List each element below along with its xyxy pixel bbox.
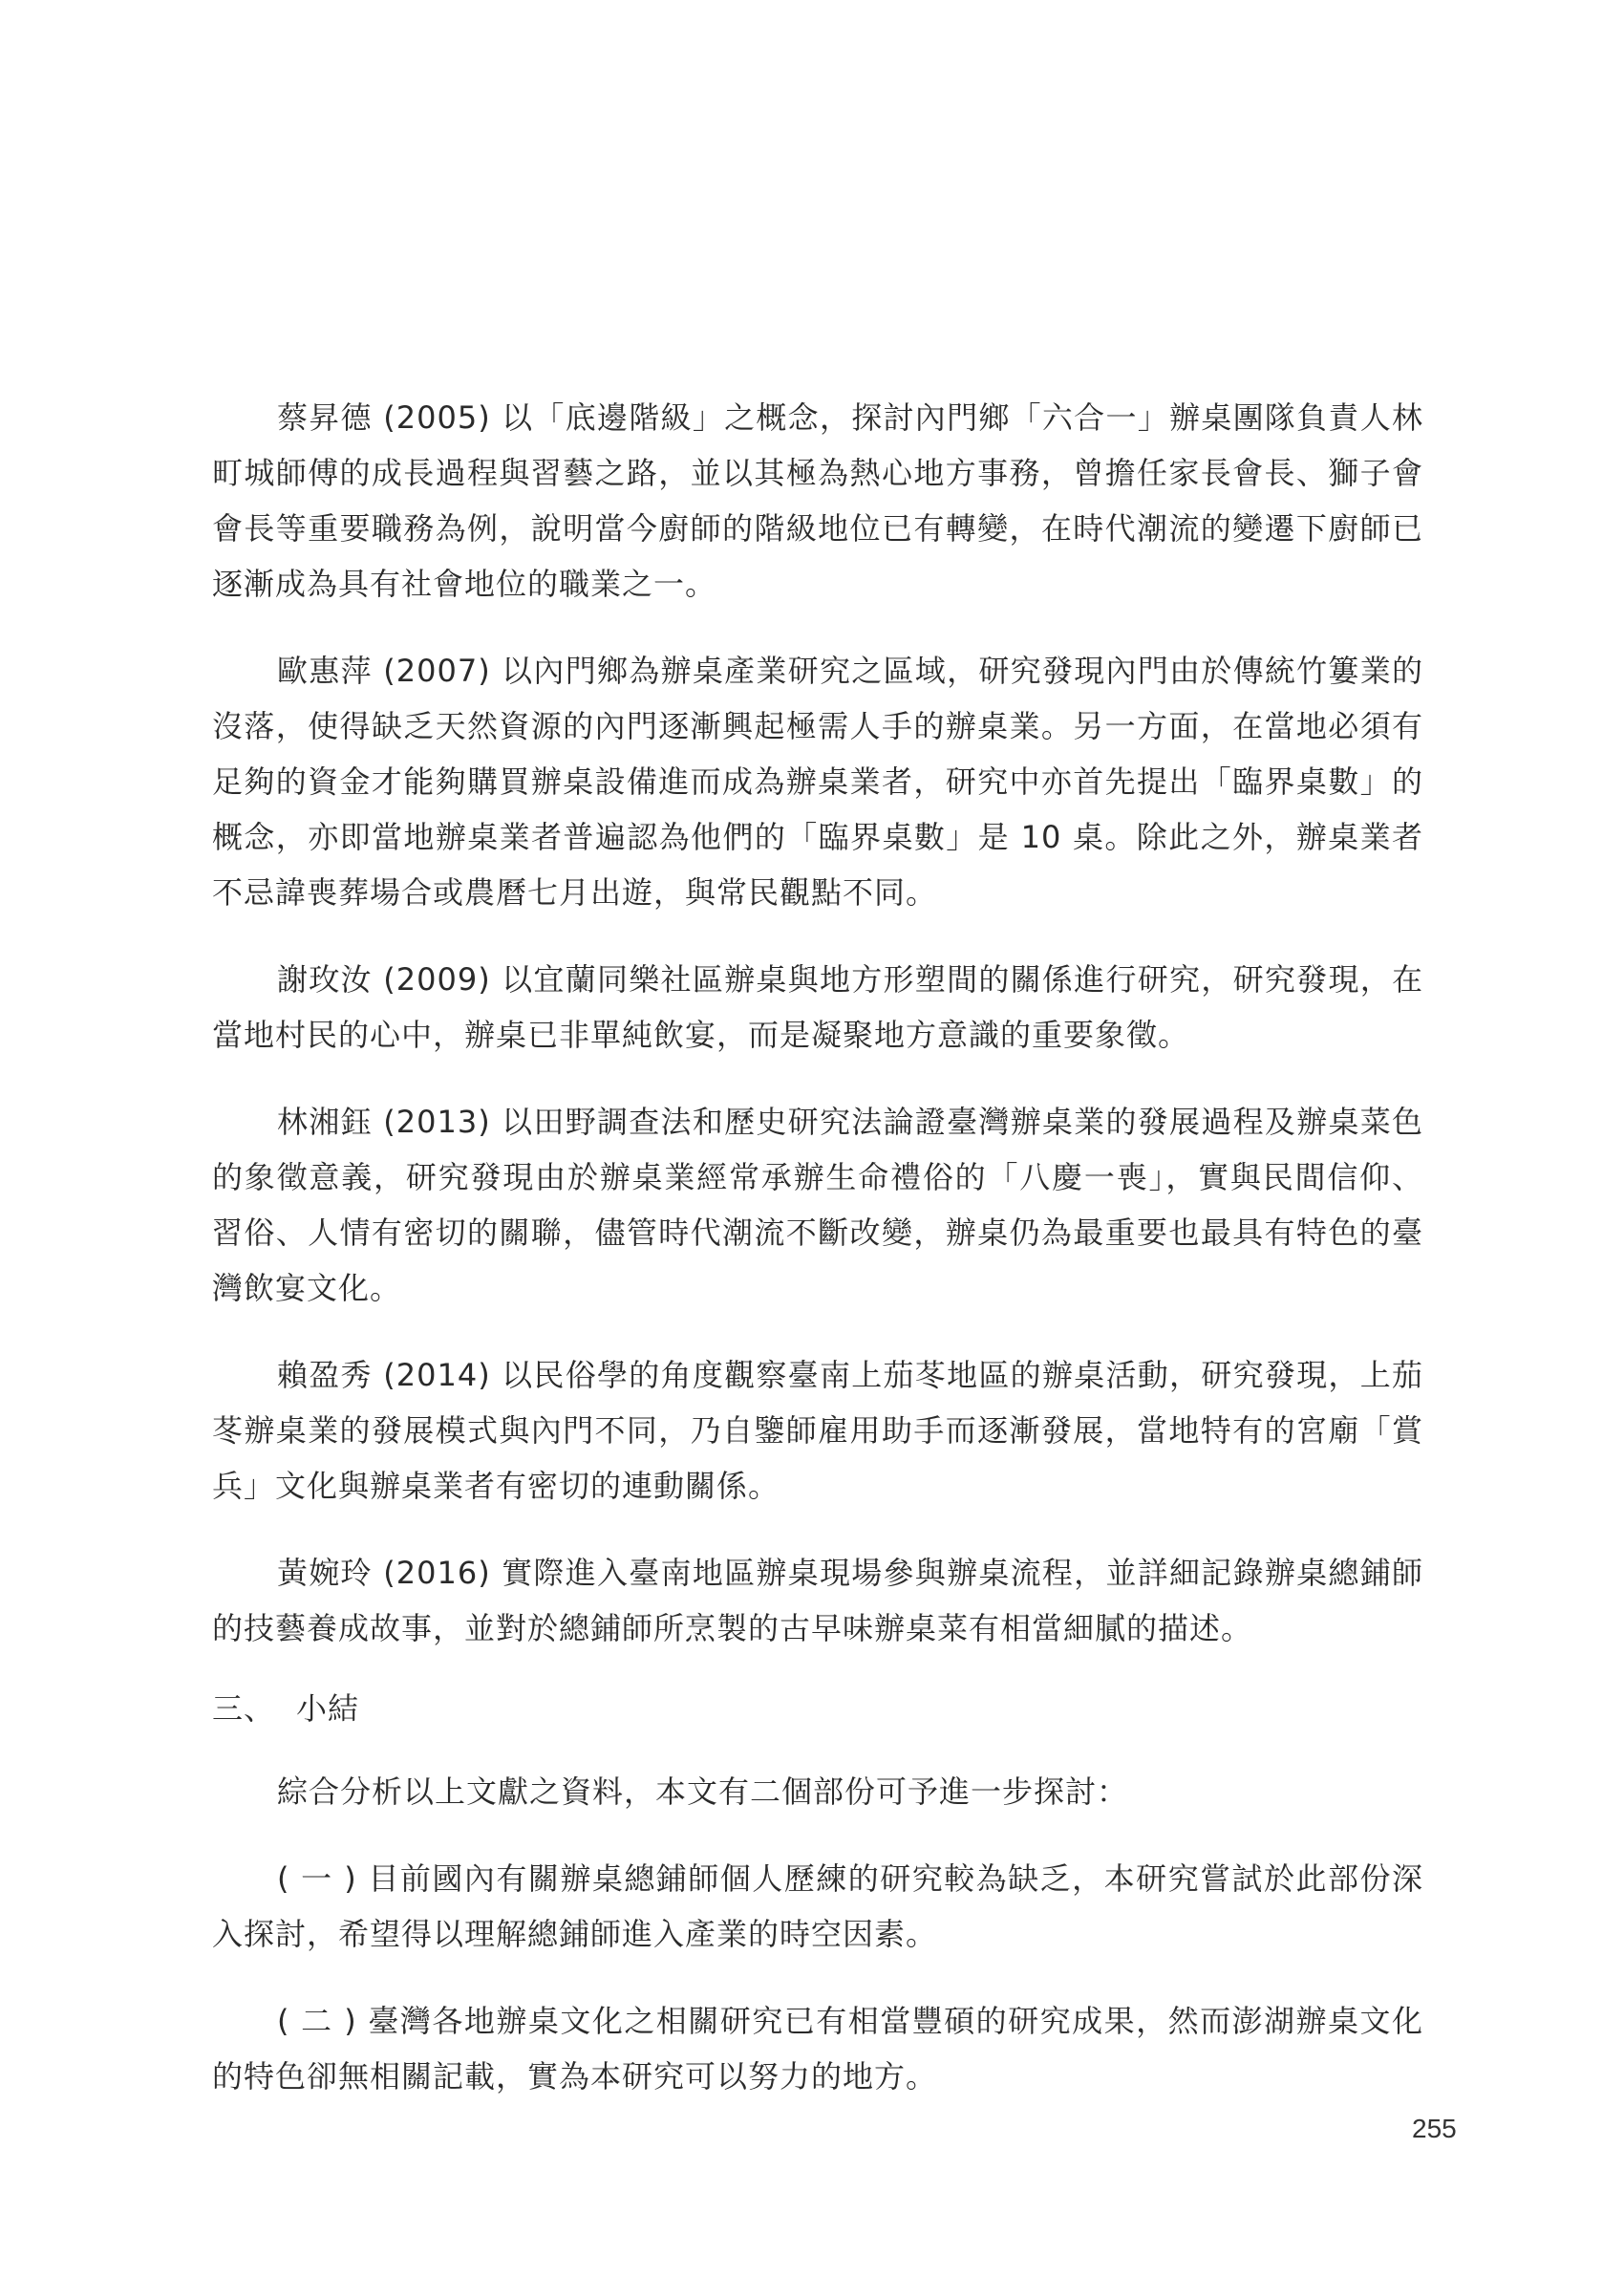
paragraph-lai-2014: 賴盈秀 (2014) 以民俗學的角度觀察臺南上茄苳地區的辦桌活動，研究發現，上茄苳辦桌業的發展模式與內門不同，乃自鑒師雇用助手而逐漸發展，當地特有的宮廟「賞兵」文化與辦桌業者有密切的連動關係。 [212,1357,1423,1504]
summary-item-1: ( 一 ) 目前國內有關辦桌總鋪師個人歷練的研究較為缺乏，本研究嘗試於此部份深入探討，希望得以理解總鋪師進入產業的時空因素。 [212,1860,1423,1952]
section-title: 小結 [296,1690,360,1727]
section-number: 三、 [212,1690,276,1727]
paragraph-hsieh-2009: 謝玫汝 (2009) 以宜蘭同樂社區辦桌與地方形塑間的關係進行研究，研究發現，在當地村民的心中，辦桌已非單純飲宴，而是凝聚地方意識的重要象徵。 [212,961,1423,1053]
page-number: 255 [1412,2114,1457,2143]
paragraph-tsai-2005: 蔡昇德 (2005) 以「底邊階級」之概念，探討內門鄉「六合一」辦桌團隊負責人林町城師傅的成長過程與習藝之路，並以其極為熱心地方事務，曾擔任家長會長、獅子會會長等重要職務為例，說明當今廚師的階級地位已有轉變，在時代潮流的變遷下廚師已逐漸成為具有社會地位的職業之一。 [212,399,1423,602]
paragraph-huang-2016: 黃婉玲 (2016) 實際進入臺南地區辦桌現場參與辦桌流程，並詳細記錄辦桌總鋪師的技藝養成故事，並對於總鋪師所烹製的古早味辦桌菜有相當細膩的描述。 [212,1555,1423,1646]
summary-intro: 綜合分析以上文獻之資料，本文有二個部份可予進一步探討： [277,1773,1129,1810]
page-body [212,390,1423,2136]
summary-item-2: ( 二 ) 臺灣各地辦桌文化之相關研究已有相當豐碩的研究成果，然而澎湖辦桌文化的特色卻無相關記載，實為本研究可以努力的地方。 [212,2003,1423,2095]
paragraph-ou-2007: 歐惠萍 (2007) 以內門鄉為辦桌產業研究之區域，研究發現內門由於傳統竹簍業的沒落，使得缺乏天然資源的內門逐漸興起極需人手的辦桌業。另一方面，在當地必須有足夠的資金才能夠購買辦桌設備進而成為辦桌業者，研究中亦首先提出「臨界桌數」的概念，亦即當地辦桌業者普遍認為他們的「臨界桌數」是 10 桌。除此之外，辦桌業者不忌諱喪葬場合或農曆七月出遊，與常民觀點不同。 [212,653,1423,911]
paragraph-lin-2013: 林湘鈺 (2013) 以田野調查法和歷史研究法論證臺灣辦桌業的發展過程及辦桌菜色的象徵意義，研究發現由於辦桌業經常承辦生命禮俗的「八慶一喪」，實與民間信仰、習俗、人情有密切的關聯，儘管時代潮流不斷改變，辦桌仍為最重要也最具有特色的臺灣飲宴文化。 [212,1104,1423,1306]
section-heading [212,1687,1423,1730]
